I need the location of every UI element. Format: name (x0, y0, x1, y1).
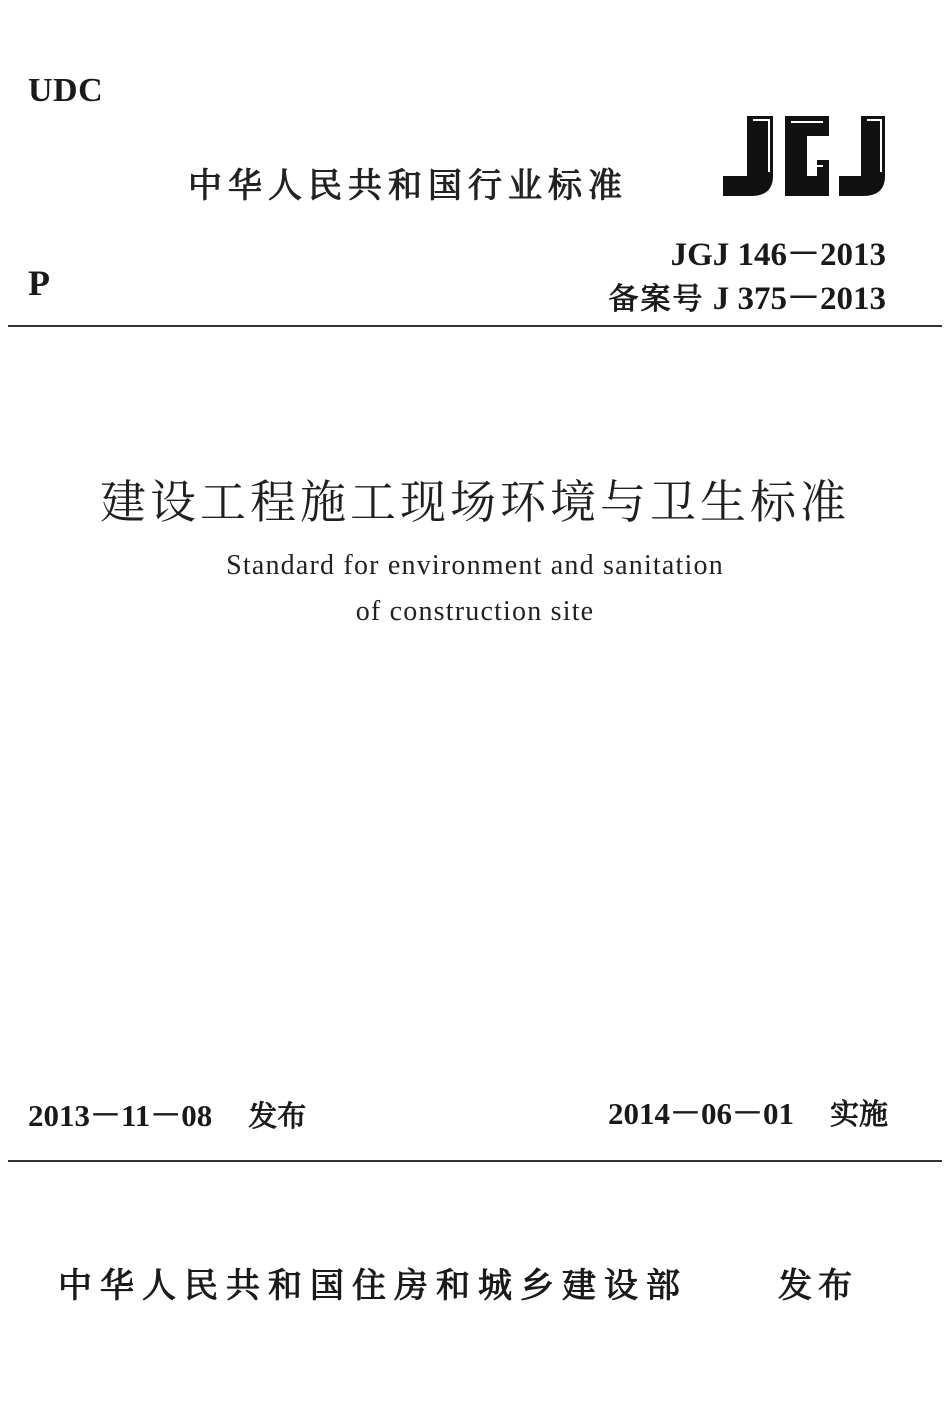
classification-code: P (28, 263, 50, 303)
issue-date: 2013－11－08 (28, 1098, 213, 1133)
implementation-date: 2014－06－01 (607, 1096, 794, 1131)
implementation-label: 实施 (829, 1097, 888, 1131)
standard-title-english-line1: Standard for environment and sanitation (226, 550, 724, 581)
top-divider (8, 325, 942, 327)
issue-label: 发布 (248, 1099, 307, 1133)
issuer-action: 发布 (778, 1266, 858, 1306)
udc-code: UDC (28, 72, 104, 109)
standard-title-chinese: 建设工程施工现场环境与卫生标准 (100, 475, 850, 529)
jgj-logo (717, 110, 892, 202)
record-number: J 375－2013 (704, 281, 886, 317)
standard-title-english-line2: of construction site (355, 596, 595, 627)
record-number-line (609, 272, 887, 319)
implementation-date-block (608, 1088, 888, 1133)
jgj-logo-graphic (717, 110, 892, 202)
record-prefix: 备案号 (608, 282, 705, 317)
standard-number: JGJ 146－2013 (670, 237, 886, 273)
bottom-divider (8, 1160, 942, 1162)
industry-standard-title: 中华人民共和国行业标准 (188, 166, 628, 206)
issuing-authority: 中华人民共和国住房和城乡建设部 (58, 1266, 688, 1306)
issue-date-block (28, 1090, 306, 1135)
